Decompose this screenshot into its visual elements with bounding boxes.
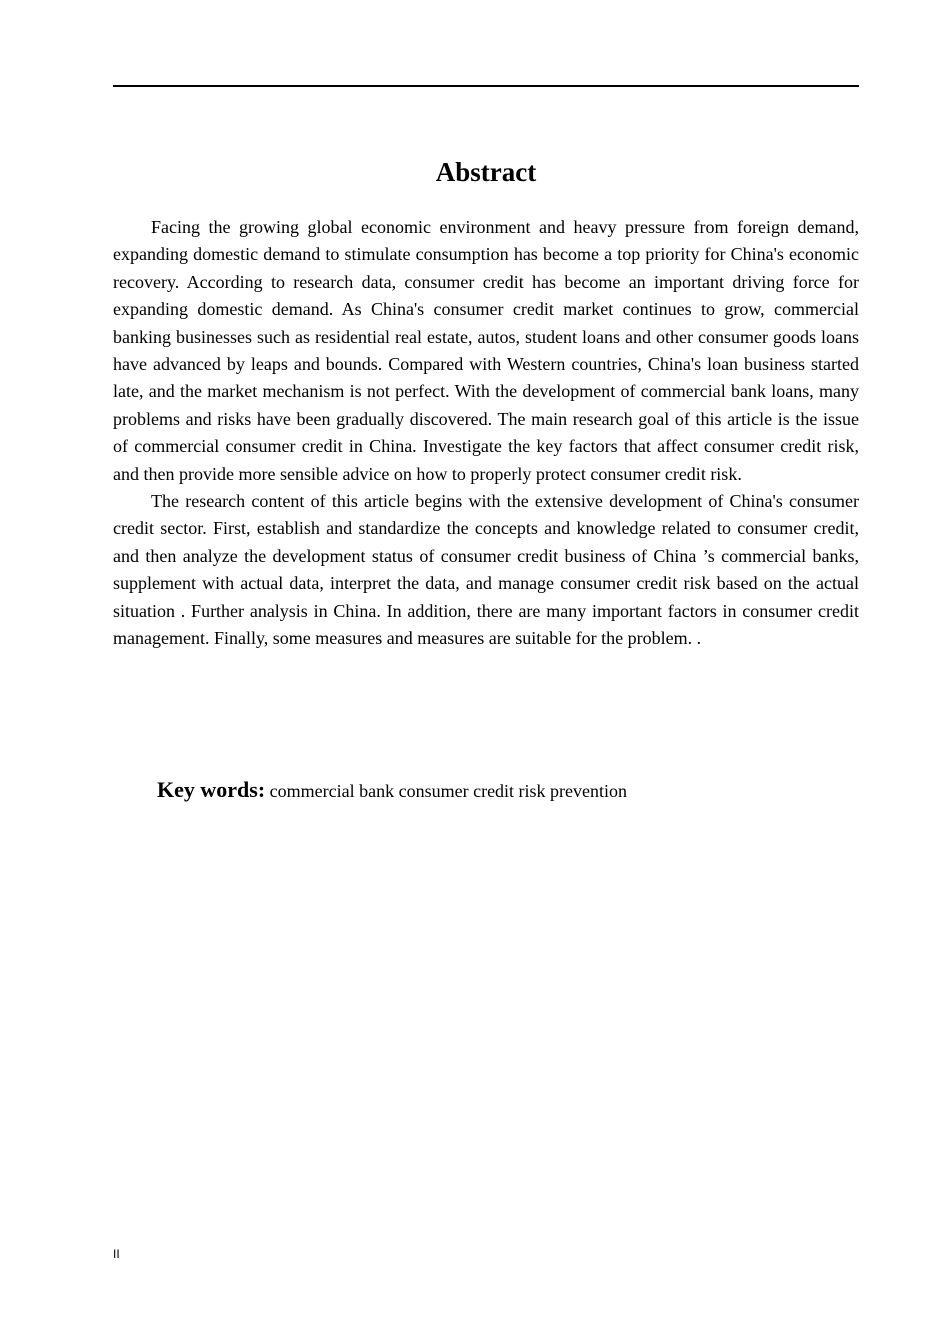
keywords-text: commercial bank consumer credit risk prevention	[265, 781, 628, 801]
page-title: Abstract	[435, 157, 537, 187]
abstract-paragraph-2: The research content of this article begins with the extensive development of China's consumer credit sector. First, establish and standardize the concepts and knowledge related to consumer credit, and then analyze the development status of consumer credit business of China ’s commercial banks, supplement with actual data, interpret the data, and manage consumer credit risk based on the actual situation . Further analysis in China. In addition, there are many important factors in consumer credit management. Finally, some measures and measures are suitable for the problem. .	[113, 491, 859, 649]
page-number: II	[113, 1247, 120, 1261]
header-rule	[113, 85, 859, 87]
abstract-body	[113, 214, 859, 653]
abstract-paragraph-1: Facing the growing global economic environment and heavy pressure from foreign demand, expanding domestic demand to stimulate consumption has become a top priority for China's economic recovery. According to research data, consumer credit has become an important driving force for expanding domestic demand. As China's consumer credit market continues to grow, commercial banking businesses such as residential real estate, autos, student loans and other consumer goods loans have advanced by leaps and bounds. Compared with Western countries, China's loan business started late, and the market mechanism is not perfect. With the development of commercial bank loans, many problems and risks have been gradually discovered. The main research goal of this article is the issue of commercial consumer credit in China. Investigate the key factors that affect consumer credit risk, and then provide more sensible advice on how to properly protect consumer credit risk.	[113, 217, 859, 484]
keywords-line	[157, 775, 857, 806]
keywords-label: Key words:	[157, 777, 266, 802]
